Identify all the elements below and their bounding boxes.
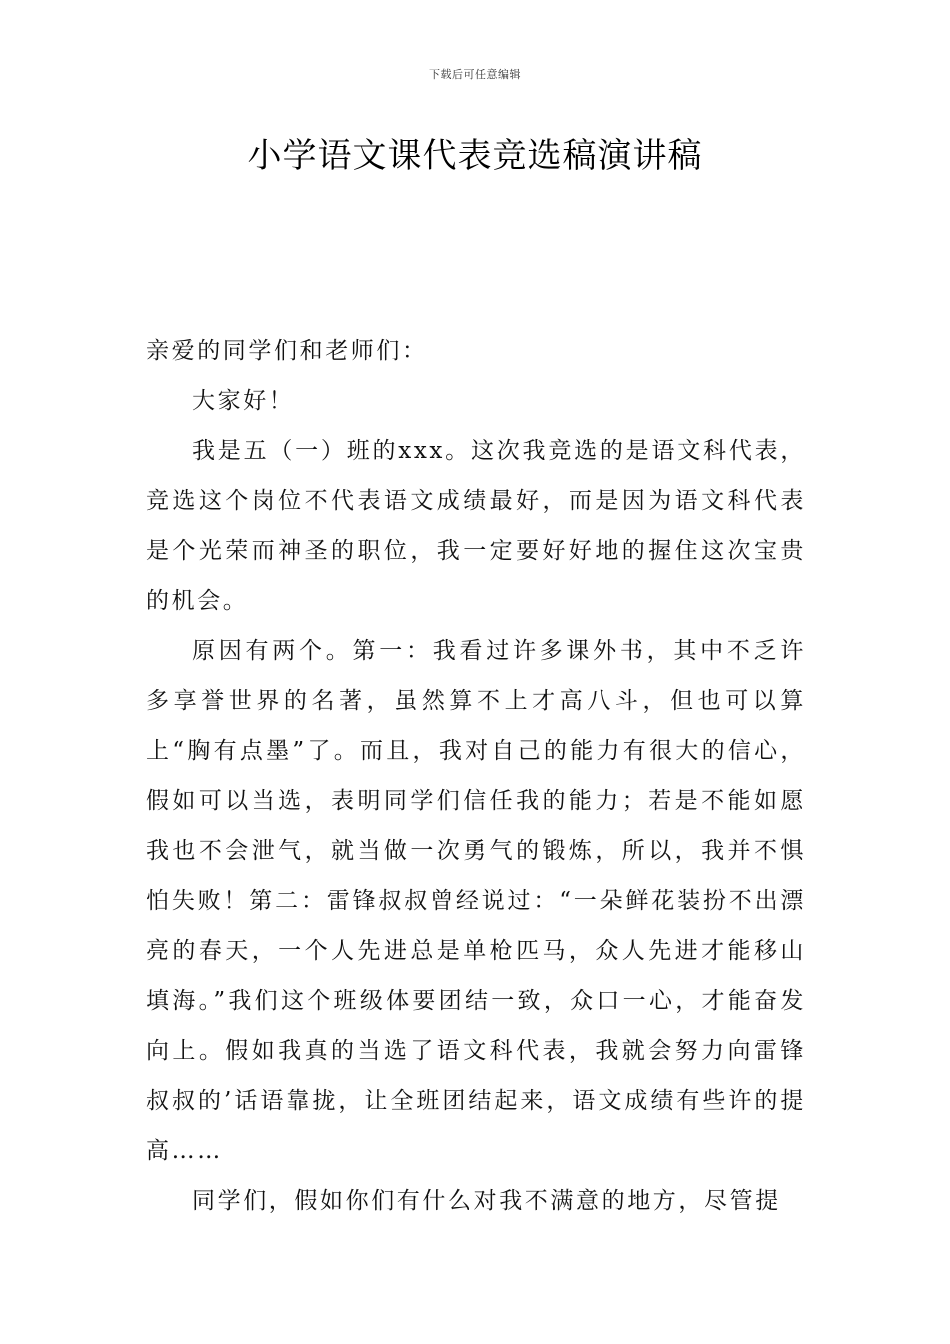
document-body [146, 326, 806, 1226]
paragraph-introduction: 我是五（一）班的xxx。这次我竞选的是语文科代表，竞选这个岗位不代表语文成绩最好，而是因为语文科代表是个光荣而神圣的职位，我一定要好好地的握住这次宝贵的机会。 [146, 438, 806, 614]
salutation: 亲爱的同学们和老师们： [146, 338, 428, 364]
document-title: 小学语文课代表竞选稿演讲稿 [247, 136, 703, 176]
header-note: 下载后可任意编辑 [429, 68, 521, 81]
paragraph-greeting: 大家好！ [192, 388, 295, 414]
paragraph-closing: 同学们，假如你们有什么对我不满意的地方，尽管提 [192, 1188, 781, 1214]
paragraph-reasons: 原因有两个。第一：我看过许多课外书，其中不乏许多享誉世界的名著，虽然算不上才高八斗，但也可以算上“胸有点墨”了。而且，我对自己的能力有很大的信心，假如可以当选，表明同学们信任我的能力；若是不能如愿我也不会泄气，就当做一次勇气的锻炼，所以，我并不惧怕失败！第二：雷锋叔叔曾经说过：“一朵鲜花装扮不出漂亮的春天，一个人先进总是单枪匹马，众人先进才能移山填海。”我们这个班级体要团结一致，众口一心，才能奋发向上。假如我真的当选了语文科代表，我就会努力向雷锋叔叔的’话语靠拢，让全班团结起来，语文成绩有些许的提高…… [146, 638, 806, 1164]
